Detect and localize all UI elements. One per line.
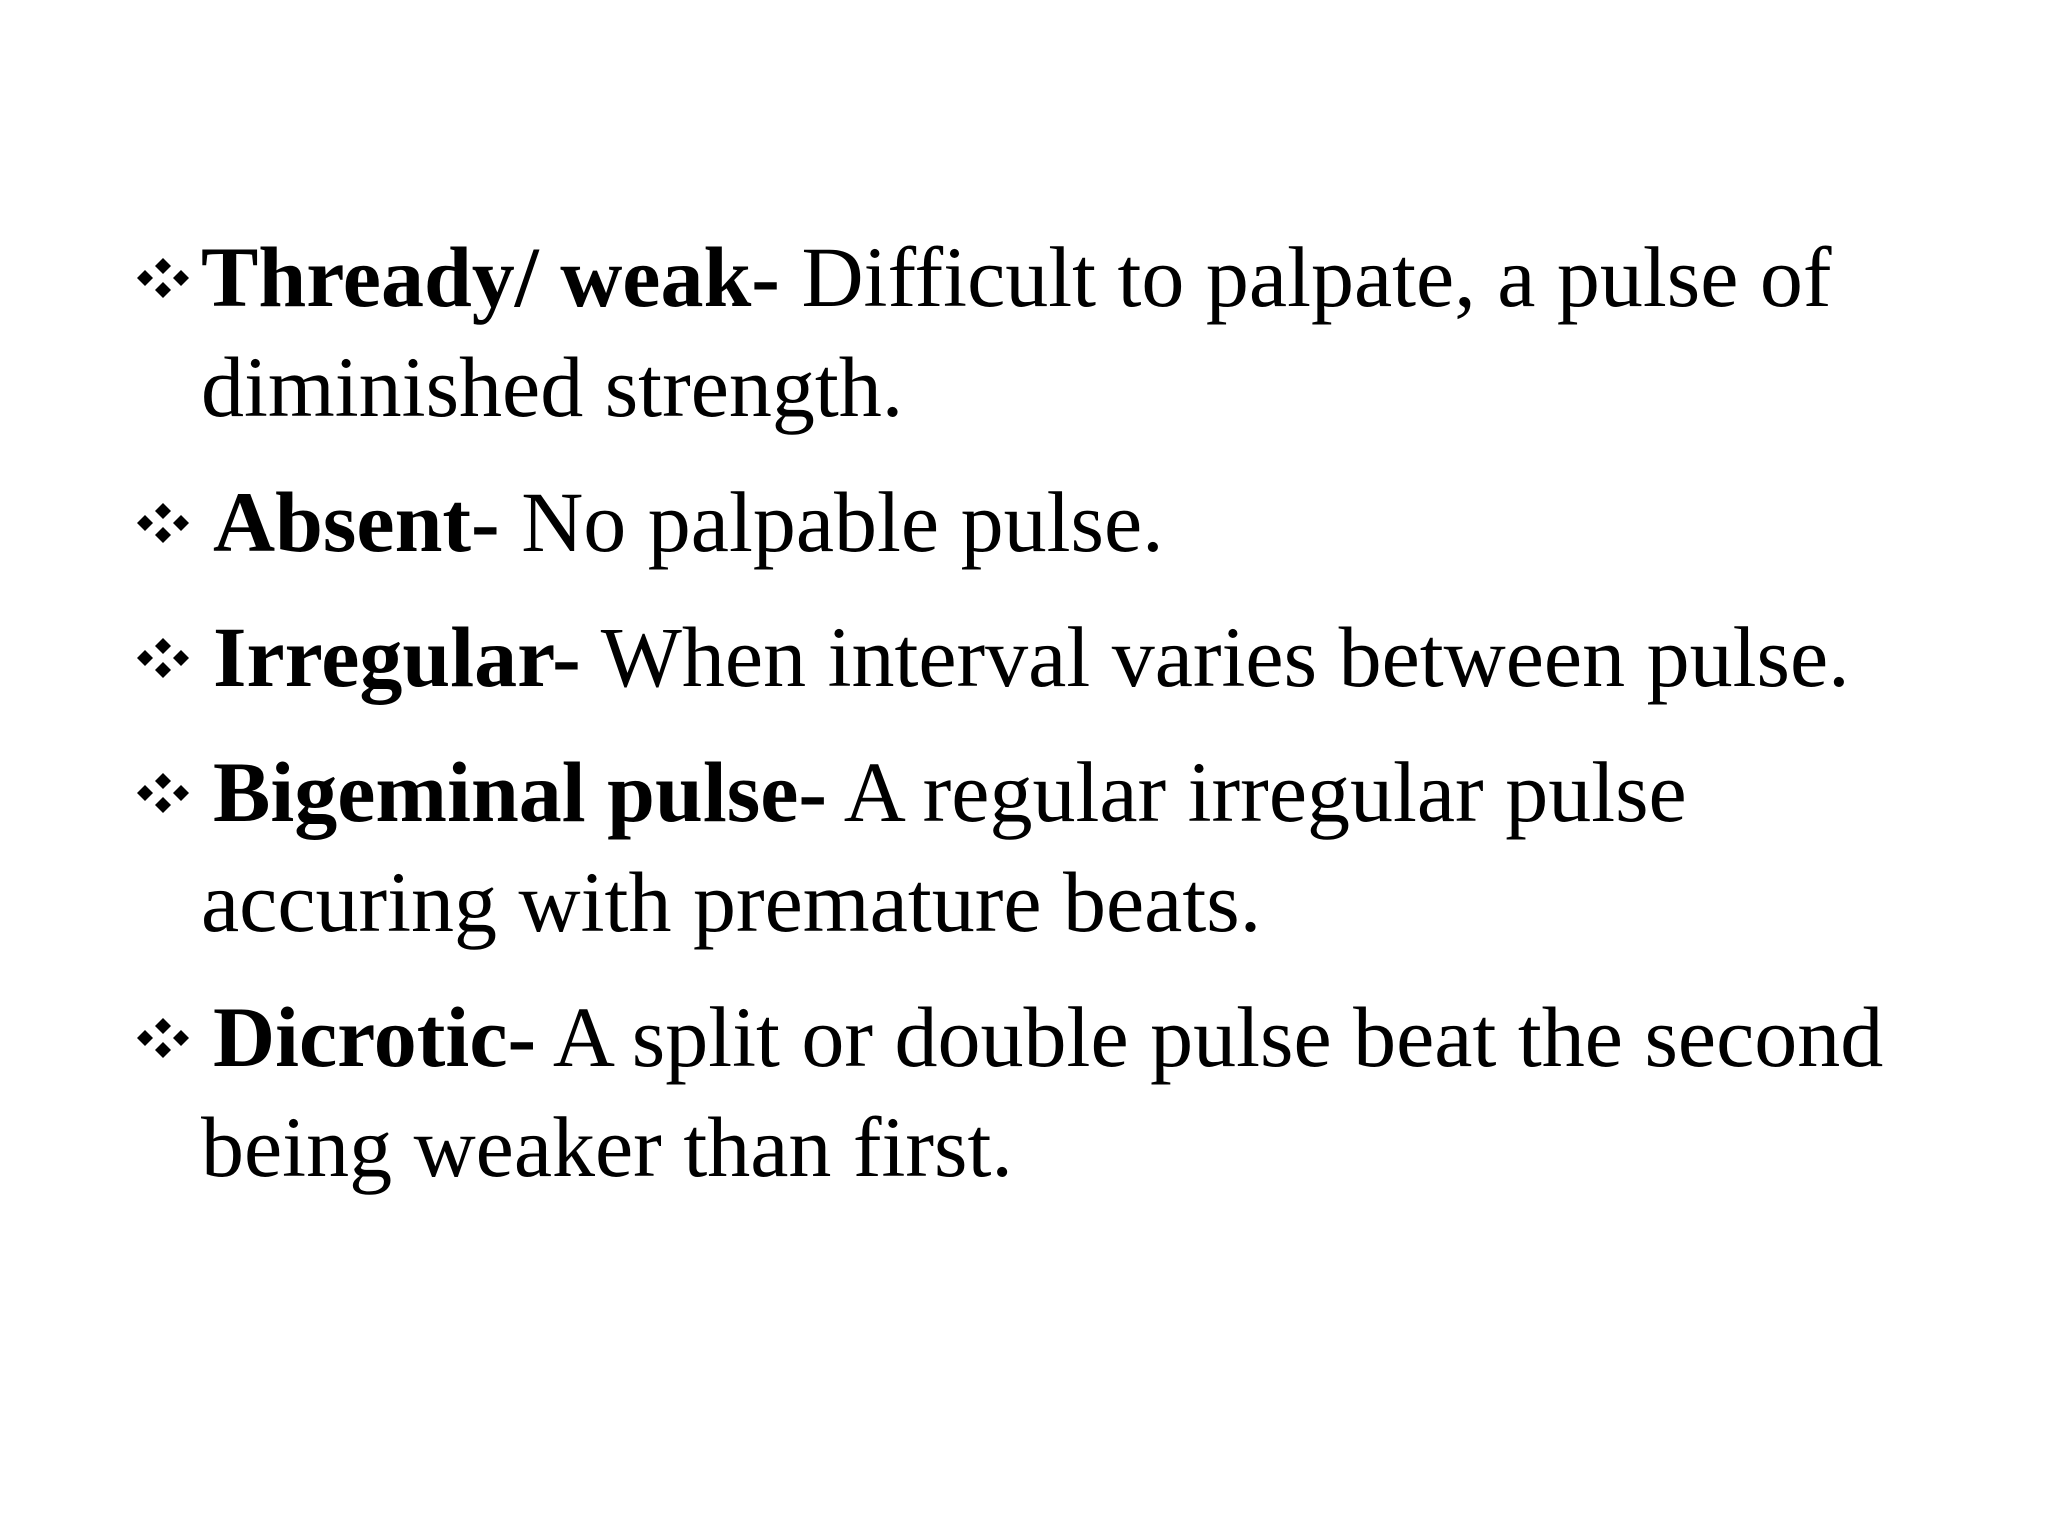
diamond-cluster-icon bbox=[133, 602, 193, 712]
term-label: Thready/ weak- bbox=[201, 229, 780, 325]
definition-text: When interval varies between pulse. bbox=[580, 609, 1850, 705]
term-label: Bigeminal pulse- bbox=[213, 744, 828, 840]
diamond-cluster-icon bbox=[133, 982, 193, 1092]
list-item-thready bbox=[133, 222, 1933, 442]
term-label: Irregular- bbox=[213, 609, 581, 705]
diamond-cluster-icon bbox=[133, 222, 193, 332]
pulse-types-list bbox=[133, 222, 1933, 1227]
list-item-irregular bbox=[133, 602, 1933, 712]
term-label: Absent- bbox=[213, 474, 500, 570]
list-item-absent bbox=[133, 467, 1933, 577]
definition-text: A split or double pulse beat the second being weaker than first. bbox=[201, 989, 1884, 1195]
diamond-cluster-icon bbox=[133, 467, 193, 577]
term-label: Dicrotic- bbox=[213, 989, 537, 1085]
definition-text: A regular irregular pulse accuring with premature beats. bbox=[201, 744, 1687, 950]
definition-text: No palpable pulse. bbox=[499, 474, 1164, 570]
definition-text: Difficult to palpate, a pulse of diminished strength. bbox=[201, 229, 1832, 435]
list-item-dicrotic bbox=[133, 982, 1933, 1202]
diamond-cluster-icon bbox=[133, 737, 193, 847]
list-item-bigeminal bbox=[133, 737, 1933, 957]
